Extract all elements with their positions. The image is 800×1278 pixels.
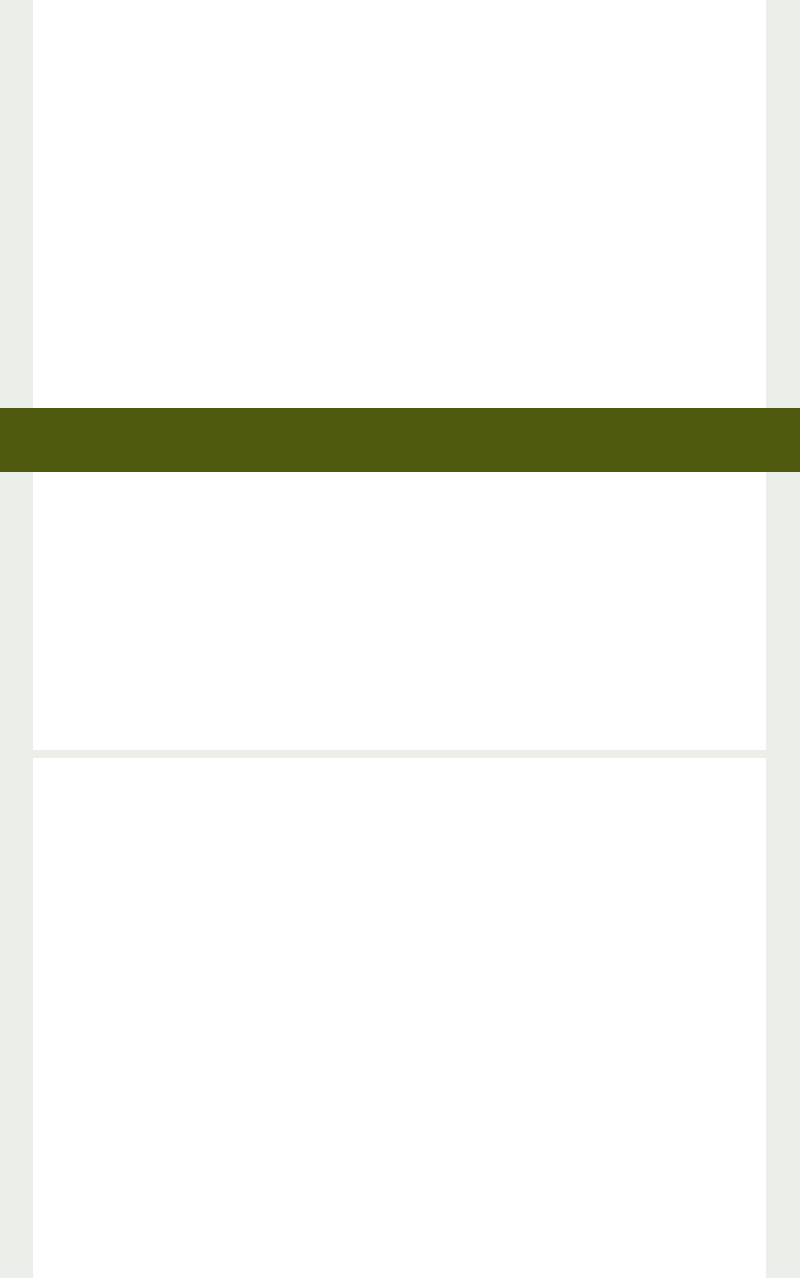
document-page-middle	[33, 470, 766, 750]
promo-banner	[0, 408, 800, 472]
document-page-bottom	[33, 758, 766, 1278]
document-page-top	[33, 0, 766, 410]
